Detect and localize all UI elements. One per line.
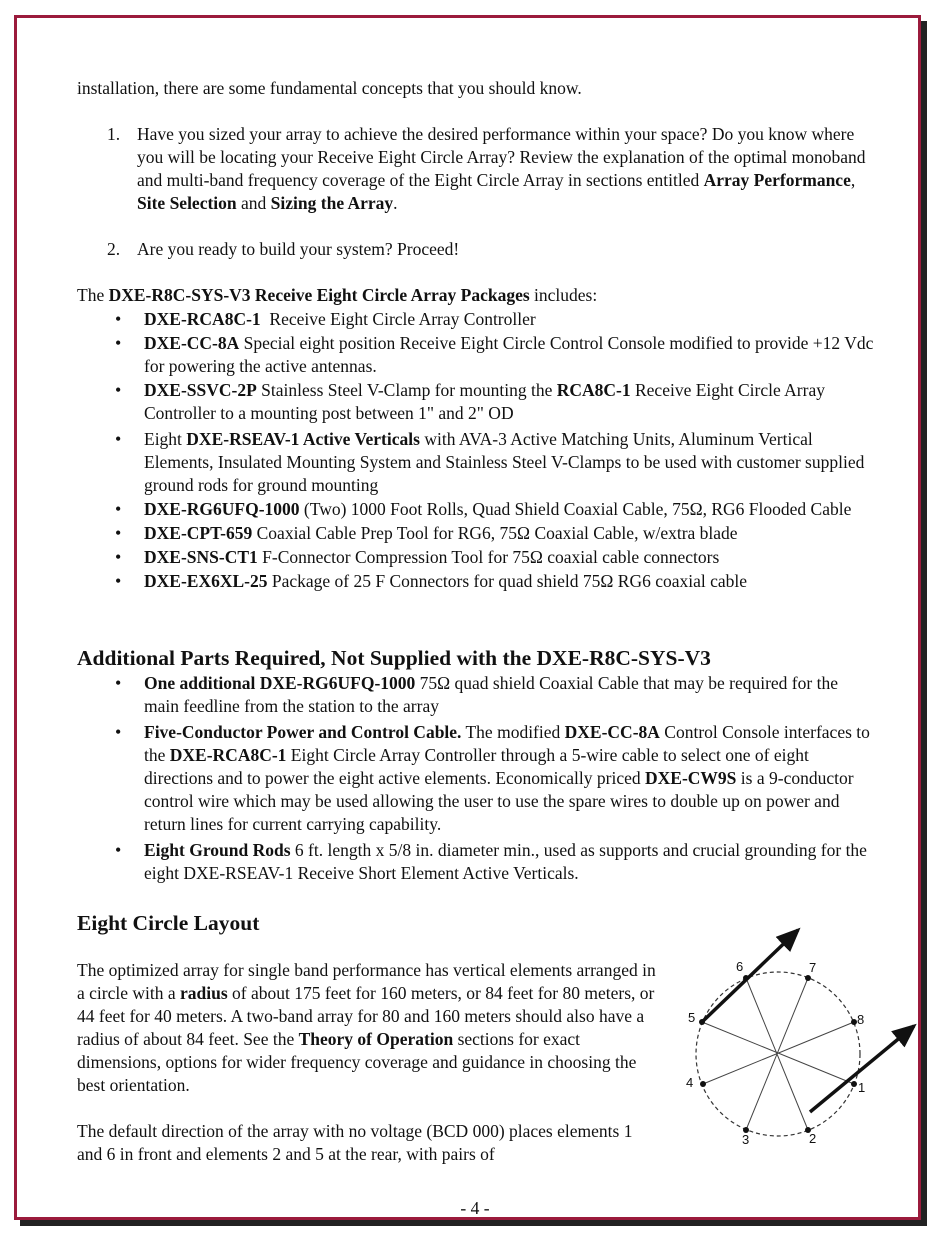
element-label-5: 5 xyxy=(688,1010,696,1025)
list-item: 2. Are you ready to build your system? Proceed! xyxy=(107,239,460,259)
additional-parts-heading: Additional Parts Required, Not Supplied with the DXE-R8C-SYS-V3 xyxy=(77,646,711,670)
page-number: - 4 - xyxy=(460,1198,490,1218)
list-item: • DXE-RG6UFQ-1000 (Two) 1000 Foot Rolls, Quad Shield Coaxial Cable, 75Ω, RG6 Flooded Cable xyxy=(115,499,852,519)
additional-items-list xyxy=(77,672,877,886)
eight-circle-diagram xyxy=(676,922,926,1152)
list-item: • DXE-EX6XL-25 Package of 25 F Connectors for quad shield 75Ω RG6 coaxial cable xyxy=(115,571,748,591)
element-node-5 xyxy=(699,1019,705,1025)
list-item: • Eight DXE-RSEAV-1 Active Verticals with AVA-3 Active Matching Units, Aluminum Vertical Elements, Insulated Mounting System and Stainless Steel V-Clamps to be used with customer supplied ground rods for ground mounting xyxy=(115,429,865,495)
step-number: 1. xyxy=(107,124,121,144)
direction-arrow-right xyxy=(810,1026,914,1112)
list-item: • DXE-SSVC-2P Stainless Steel V-Clamp for mounting the RCA8C-1 Receive Eight Circle Array Controller to a mounting post between 1" and 2" OD xyxy=(115,380,825,423)
array-circle xyxy=(696,972,860,1136)
element-node-7 xyxy=(805,975,811,981)
element-node-4 xyxy=(700,1081,706,1087)
list-item: 1. Have you sized your array to achieve the desired performance within your space? Do you know where you will be locating your Receive Eight Circle Array? Review the explanation of the optimal monoband and multi-band frequency coverage of the Eight Circle Array in sections entitled Array Performance, Site Selection and Sizing the Array. xyxy=(107,124,866,213)
layout-paragraph-2: The default direction of the array with no voltage (BCD 000) places elements 1 and 6 in front and elements 2 and 5 at the rear, with pairs of xyxy=(77,1121,633,1164)
intro-text: installation, there are some fundamental concepts that you should know. xyxy=(77,78,582,98)
element-label-8: 8 xyxy=(857,1012,865,1027)
element-nodes xyxy=(699,975,857,1133)
element-node-1 xyxy=(851,1081,857,1087)
list-item: • DXE-SNS-CT1 F-Connector Compression Tool for 75Ω coaxial cable connectors xyxy=(115,547,720,567)
element-label-1: 1 xyxy=(858,1080,866,1095)
element-label-6: 6 xyxy=(736,959,744,974)
list-item: • One additional DXE-RG6UFQ-1000 75Ω quad shield Coaxial Cable that may be required for the main feedline from the station to the array xyxy=(115,673,838,716)
steps-list-2 xyxy=(77,238,877,261)
direction-arrow-left xyxy=(702,930,798,1022)
list-item: • Five-Conductor Power and Control Cable. The modified DXE-CC-8A Control Console interfaces to the DXE-RCA8C-1 Eight Circle Array Controller through a 5-wire cable to select one of eight directions and to power the eight active elements. Economically priced DXE-CW9S is a 9-conductor control wire which may be used allowing the user to use the spare wires to double up on power and return lines for current carrying capability. xyxy=(115,722,870,834)
element-label-3: 3 xyxy=(742,1132,750,1147)
eight-circle-layout-heading: Eight Circle Layout xyxy=(77,911,260,935)
layout-paragraph-1: The optimized array for single band performance has vertical elements arranged in a circle with a radius of about 175 feet for 160 meters, or 84 feet for 80 meters, or 44 feet for 40 meters. A two-band array for 80 and 160 meters should also have a radius of about 84 feet. See the Theory of Operation sections for exact dimensions, options for wider frequency coverage and guidance in choosing the best orientation. xyxy=(77,960,656,1095)
list-item: • DXE-RCA8C-1 Receive Eight Circle Array Controller xyxy=(115,309,536,329)
list-item: • DXE-CC-8A Special eight position Receive Eight Circle Control Console modified to provide +12 Vdc for powering the active antennas. xyxy=(115,333,874,376)
element-label-4: 4 xyxy=(686,1075,694,1090)
element-label-2: 2 xyxy=(809,1131,817,1146)
package-items-list xyxy=(77,308,877,594)
steps-list xyxy=(77,123,877,215)
element-label-7: 7 xyxy=(809,960,817,975)
package-intro: The DXE-R8C-SYS-V3 Receive Eight Circle Array Packages includes: xyxy=(77,285,598,305)
list-item: • Eight Ground Rods 6 ft. length x 5/8 in. diameter min., used as supports and crucial grounding for the eight DXE-RSEAV-1 Receive Short Element Active Verticals. xyxy=(115,840,867,883)
list-item: • DXE-CPT-659 Coaxial Cable Prep Tool for RG6, 75Ω Coaxial Cable, w/extra blade xyxy=(115,523,738,543)
element-node-6 xyxy=(743,975,749,981)
step-number: 2. xyxy=(107,239,121,259)
